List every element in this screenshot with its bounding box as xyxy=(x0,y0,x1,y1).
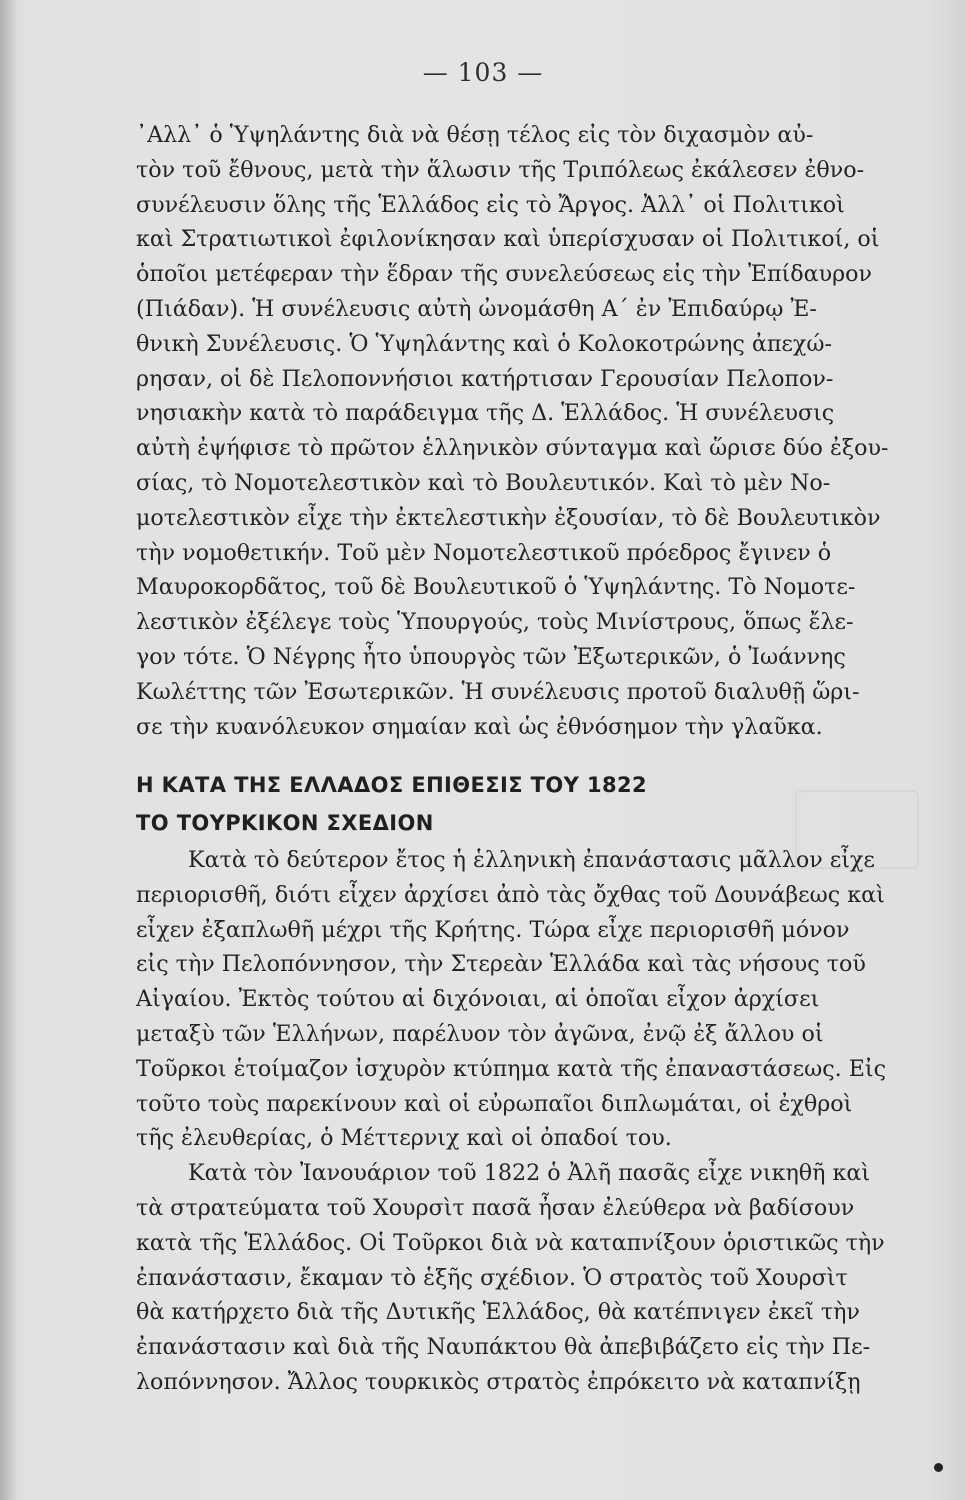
text-line: τὴν νομοθετικήν. Τοῦ μὲν Νομοτελεστικοῦ πρόεδρος ἔγινεν ὁ xyxy=(136,539,832,566)
text-line: Κατὰ τὸν Ἰανουάριον τοῦ 1822 ὁ Ἀλῆ πασᾶς εἶχε νικηθῆ καὶ xyxy=(188,1160,871,1187)
paragraph-1 xyxy=(136,118,904,744)
heading-line-2: ΤΟ ΤΟΥΡΚΙΚΟΝ ΣΧΕΔΙΟΝ xyxy=(136,811,434,835)
text-line: ἐπανάστασιν καὶ διὰ τῆς Ναυπάκτου θὰ ἀπεβιβάζετο εἰς τὴν Πε- xyxy=(136,1334,871,1361)
text-line: τὰ στρατεύματα τοῦ Χουρσὶτ πασᾶ ἦσαν ἐλεύθερα νὰ βαδίσουν xyxy=(136,1194,855,1221)
text-line: σε τὴν κυανόλευκον σημαίαν καὶ ὡς ἐθνόσημον τὴν γλαῦκα. xyxy=(136,713,823,740)
text-line: τοῦτο τοὺς παρεκίνουν καὶ οἱ εὐρωπαῖοι διπλωμάται, οἱ ἐχθροὶ xyxy=(136,1090,853,1117)
ink-dot xyxy=(934,1463,943,1472)
page-number: — 103 — xyxy=(422,58,544,87)
text-line: εἰς τὴν Πελοπόννησον, τὴν Στερεὰν Ἑλλάδα καὶ τὰς νήσους τοῦ xyxy=(136,951,866,978)
text-line: μεταξὺ τῶν Ἑλλήνων, παρέλυον τὸν ἀγῶνα, ἐνῷ ἐξ ἄλλου οἱ xyxy=(136,1020,824,1047)
text-line: Αἰγαίου. Ἐκτὸς τούτου αἱ διχόνοιαι, αἱ ὁποῖαι εἶχον ἀρχίσει xyxy=(136,986,820,1013)
text-line: τῆς ἐλευθερίας, ὁ Μέττερνιχ καὶ οἱ ὀπαδοί του. xyxy=(136,1125,672,1152)
text-line: (Πιάδαν). Ἡ συνέλευσις αὐτὴ ὠνομάσθη Α΄ ἐν Ἐπιδαύρῳ Ἐ- xyxy=(136,295,817,322)
text-line: Κωλέττης τῶν Ἐσωτερικῶν. Ἡ συνέλευσις προτοῦ διαλυθῇ ὥρι- xyxy=(136,678,860,705)
text-line: λεστικὸν ἐξέλεγε τοὺς Ὑπουργούς, τοὺς Μινίστρους, ὅπως ἔλε- xyxy=(136,609,854,636)
text-line: αὐτὴ ἐψήφισε τὸ πρῶτον ἑλληνικὸν σύνταγμα καὶ ὥρισε δύο ἐξου- xyxy=(136,435,889,462)
text-line: ᾿Αλλ᾿ ὁ Ὑψηλάντης διὰ νὰ θέσῃ τέλος εἰς τὸν διχασμὸν αὐ- xyxy=(136,122,814,148)
text-line: γον τότε. Ὁ Νέγρης ἦτο ὑπουργὸς τῶν Ἐξωτερικῶν, ὁ Ἰωάννης xyxy=(136,643,846,670)
text-line: Κατὰ τὸ δεύτερον ἔτος ἡ ἑλληνικὴ ἐπανάστασις μᾶλλον εἶχε xyxy=(188,847,875,873)
text-line: θὰ κατήρχετο διὰ τῆς Δυτικῆς Ἑλλάδος, θὰ κατέπνιγεν ἐκεῖ τὴν xyxy=(136,1299,860,1326)
heading-line-1: Η ΚΑΤΑ ΤΗΣ ΕΛΛΑΔΟΣ ΕΠΙΘΕΣΙΣ ΤΟΥ 1822 xyxy=(136,773,648,797)
text-line: θνικὴ Συνέλευσις. Ὁ Ὑψηλάντης καὶ ὁ Κολοκοτρώνης ἀπεχώ- xyxy=(136,330,832,357)
text-line: περιορισθῆ, διότι εἶχεν ἀρχίσει ἀπὸ τὰς ὄχθας τοῦ Δουνάβεως καὶ xyxy=(136,881,885,908)
text-line: Τοῦρκοι ἑτοίμαζον ἰσχυρὸν κτύπημα κατὰ τῆς ἐπαναστάσεως. Εἰς xyxy=(136,1055,887,1082)
text-line: ἐπανάστασιν, ἔκαμαν τὸ ἑξῆς σχέδιον. Ὁ στρατὸς τοῦ Χουρσὶτ xyxy=(136,1264,848,1291)
text-line: κατὰ τῆς Ἑλλάδος. Οἱ Τοῦρκοι διὰ νὰ καταπνίξουν ὁριστικῶς τὴν xyxy=(136,1229,885,1256)
text-line: ὁποῖοι μετέφεραν τὴν ἕδραν τῆς συνελεύσεως εἰς τὴν Ἐπίδαυρον xyxy=(136,261,872,288)
text-line: συνέλευσιν ὅλης τῆς Ἑλλάδος εἰς τὸ Ἄργος. Ἀλλ᾿ οἱ Πολιτικοὶ xyxy=(136,191,845,218)
text-line: εἶχεν ἐξαπλωθῆ μέχρι τῆς Κρήτης. Τώρα εἶχε περιορισθῆ μόνον xyxy=(136,916,850,943)
text-line: τὸν τοῦ ἔθνους, μετὰ τὴν ἅλωσιν τῆς Τριπόλεως ἐκάλεσεν ἐθνο- xyxy=(136,156,865,183)
text-line: μοτελεστικὸν εἶχε τὴν ἐκτελεστικὴν ἐξουσίαν, τὸ δὲ Βουλευτικὸν xyxy=(136,504,881,531)
text-line: λοπόννησον. Ἄλλος τουρκικὸς στρατὸς ἐπρόκειτο νὰ καταπνίξῃ xyxy=(136,1368,861,1395)
page-edge-shadow xyxy=(0,0,18,1500)
text-line: Μαυροκορδᾶτος, τοῦ δὲ Βουλευτικοῦ ὁ Ὑψηλάντης. Τὸ Νομοτε- xyxy=(136,574,856,601)
paragraph-2 xyxy=(136,843,904,1400)
section-heading xyxy=(136,766,736,842)
text-line: ρησαν, οἱ δὲ Πελοποννήσιοι κατήρτισαν Γερουσίαν Πελοπον- xyxy=(136,365,834,392)
text-line: νησιακὴν κατὰ τὸ παράδειγμα τῆς Δ. Ἑλλάδος. Ἡ συνέλευσις xyxy=(136,400,835,427)
text-line: καὶ Στρατιωτικοὶ ἐφιλονίκησαν καὶ ὑπερίσχυσαν οἱ Πολιτικοί, οἱ xyxy=(136,226,880,253)
text-line: σίας, τὸ Νομοτελεστικὸν καὶ τὸ Βουλευτικόν. Καὶ τὸ μὲν Νο- xyxy=(136,469,831,496)
